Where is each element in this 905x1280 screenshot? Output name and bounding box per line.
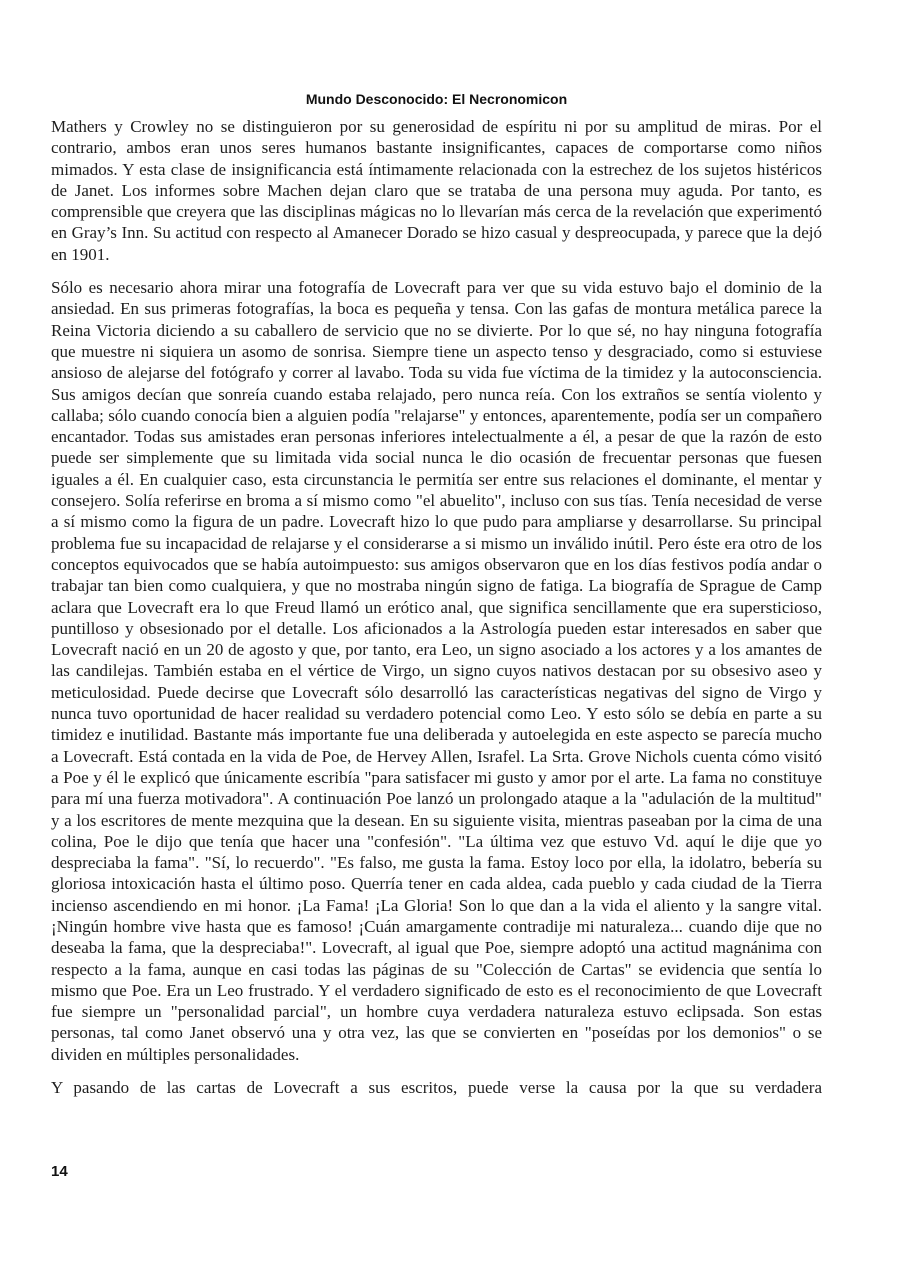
body-paragraph-1: Mathers y Crowley no se distinguieron por su generosidad de espíritu ni por su amplitud de miras. Por el contrario, ambos eran unos seres humanos bastante insignificantes, capaces de comportarse como niños mimados. Y esta clase de insignificancia está íntimamente relacionada con la estrechez de los sujetos histéricos de Janet. Los informes sobre Machen dejan claro que se trataba de una persona muy aguda. Por tanto, es comprensible que creyera que las disciplinas mágicas no lo llevarían más cerca de la revelación que experimentó en Gray’s Inn. Su actitud con respecto al Amanecer Dorado se hizo casual y despreocupada, y parece que la dejó en 1901. (51, 117, 822, 264)
page-number: 14 (51, 1163, 68, 1180)
page-content (51, 90, 822, 1110)
body-paragraph-2: Sólo es necesario ahora mirar una fotografía de Lovecraft para ver que su vida estuvo bajo el dominio de la ansiedad. En sus primeras fotografías, la boca es pequeña y tensa. Con las gafas de montura metálica parece la Reina Victoria diciendo a su caballero de servicio que no se divierte. Por lo que sé, no hay ninguna fotografía que muestre ni siquiera un asomo de sonrisa. Siempre tiene un aspecto tenso y desgraciado, como si estuviese ansioso de alejarse del fotógrafo y correr al lavabo. Toda su vida fue víctima de la timidez y la autoconsciencia. Sus amigos decían que sonreía cuando estaba relajado, pero nunca reía. Con los extraños se sentía violento y callaba; sólo cuando conocía bien a alguien podía "relajarse" y entonces, aparentemente, podía ser un compañero encantador. Todas sus amistades eran personas inferiores intelectualmente a él, a pesar de que la razón de esto puede ser simplemente que su limitada vida social nunca le dio ocasión de frecuentar personas que fuesen iguales a él. En cualquier caso, esta circunstancia le permitía ser entre sus relaciones el dominante, el mentar y consejero. Solía referirse en broma a sí mismo como "el abuelito", incluso con sus tías. Tenía necesidad de verse a sí mismo como la figura de un padre. Lovecraft hizo lo que pudo para ampliarse y desarrollarse. Su principal problema fue su incapacidad de relajarse y el considerarse a si mismo un inválido inútil. Pero éste era otro de los conceptos equivocados que se había autoimpuesto: sus amigos observaron que en los días festivos podía andar o trabajar tan bien como cualquiera, y que no mostraba ningún signo de fatiga. La biografía de Sprague de Camp aclara que Lovecraft era lo que Freud llamó un erótico anal, que significa sencillamente que era supersticioso, puntilloso y obsesionado por el detalle. Los aficionados a la Astrología pueden estar interesados en saber que Lovecraft nació en un 20 de agosto y que, por tanto, era Leo, un signo asociado a los actores y a los amantes de las candilejas. También estaba en el vértice de Virgo, un signo cuyos nativos destacan por su obsesivo aseo y meticulosidad. Puede decirse que Lovecraft sólo desarrolló las características negativas del signo de Virgo y nunca tuvo oportunidad de hacer realidad su verdadero potencial como Leo. Y esto sólo se debía en parte a su timidez e inutilidad. Bastante más importante fue una deliberada y autoelegida en este aspecto se parecía mucho a Lovecraft. Está contada en la vida de Poe, de Hervey Allen, Israfel. La Srta. Grove Nichols cuenta cómo visitó a Poe y él le explicó que únicamente escribía "para satisfacer mi gusto y amor por el arte. La fama no constituye para mí una fuerza motivadora". A continuación Poe lanzó un prolongado ataque a la "adulación de la multitud" y a los escritores de mente mezquina que la desean. En su siguiente visita, mientras paseaban por la cima de una colina, Poe le dijo que tenía que hacer una "confesión". "La última vez que estuvo Vd. aquí le dije que yo despreciaba la fama". "Sí, lo recuerdo". "Es falso, me gusta la fama. Estoy loco por ella, la idolatro, bebería su gloriosa intoxicación hasta el último poso. Querría tener en cada aldea, cada pueblo y cada ciudad de la Tierra incienso ascendiendo en mi honor. ¡La Fama! ¡La Gloria! Son lo que dan a la vida el aliento y la sangre vital. ¡Ningún hombre vive hasta que es famoso! ¡Cuán amargamente contradije mi naturaleza... cuando dije que no deseaba la fama, que la despreciaba!". Lovecraft, al igual que Poe, siempre adoptó una actitud magnánima con respecto a la fama, aunque en casi todas las páginas de su "Colección de Cartas" se evidencia que sentía lo mismo que Poe. Era un Leo frustrado. Y el verdadero significado de esto es el reconocimiento de que Lovecraft fue siempre un "personalidad parcial", un hombre cuya verdadera naturaleza estuvo eclipsada. Son estas personas, tal como Janet observó una y otra vez, las que se convierten en "poseídas por los demonios" o se dividen en múltiples personalidades. (51, 278, 822, 1064)
document-title: Mundo Desconocido: El Necronomicon (305, 91, 568, 107)
body-paragraph-3: Y pasando de las cartas de Lovecraft a sus escritos, puede verse la causa por la que su verdadera (51, 1078, 822, 1098)
